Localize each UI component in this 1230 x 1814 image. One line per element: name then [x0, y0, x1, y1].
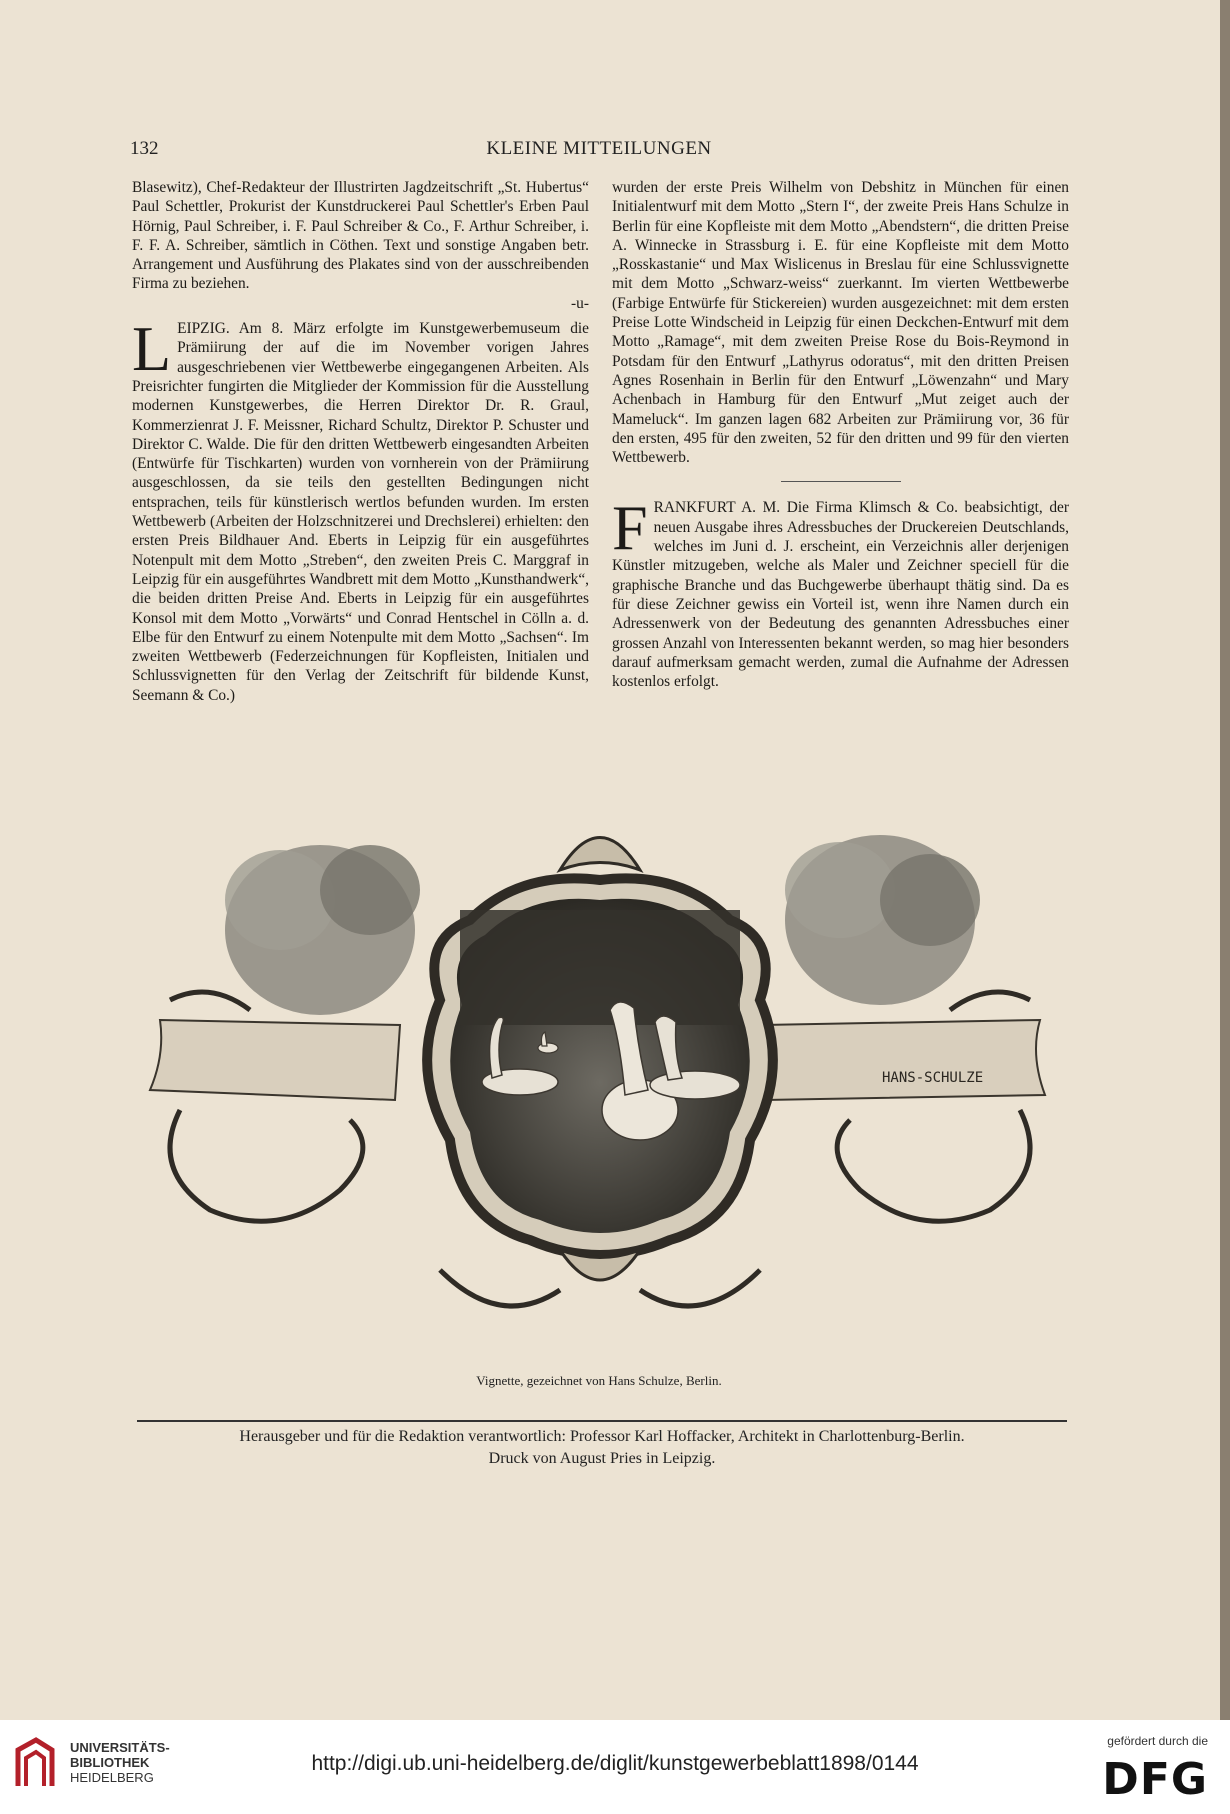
swan-vignette [140, 810, 1060, 1370]
section-leipzig [132, 313, 589, 705]
running-title: KLEINE MITTEILUNGEN [486, 138, 712, 159]
digitization-footer [0, 1720, 1230, 1814]
section-divider [781, 481, 901, 482]
library-line-3: HEIDELBERG [70, 1770, 154, 1785]
paragraph-blasewitz: Blasewitz), Chef-Redakteur der Illustrirten Jagdzeitschrift „St. Hubertus“ Paul Schettler, Prokurist der Kunstdruckerei Paul Schettler's Erben Paul Hörnig, Paul Schreiber, i. F. Paul Schreiber & Co., F. Arthur Schreiber, i. F. F. A. Schreiber, sämtlich in Cöthen. Text und sonstige Angaben betr. Arrangement und Ausführung des Plakates sind von der ausschreibenden Firma zu beziehen. [132, 179, 589, 293]
shell-crest [560, 838, 640, 871]
author-signature: -u- [571, 294, 589, 312]
section-frankfurt [612, 492, 1069, 691]
imprint-printer: Druck von August Pries in Leipzig. [488, 1450, 716, 1467]
library-line-1: UNIVERSITÄTS- [70, 1740, 170, 1755]
page-edge [1220, 0, 1230, 1720]
drop-cap: F [612, 492, 648, 564]
left-column [132, 178, 589, 705]
tree-right [785, 835, 980, 1005]
tree-line-background [460, 910, 740, 1025]
tree-left [225, 845, 420, 1015]
artist-signature: HANS-SCHULZE [882, 1070, 984, 1086]
running-header [130, 138, 1068, 162]
imprint-rule [137, 1420, 1067, 1422]
dfg-logo: DFG [1102, 1754, 1208, 1805]
drop-cap: L [132, 313, 172, 385]
right-column [612, 178, 1069, 691]
section-frankfurt-text: RANKFURT A. M. Die Firma Klimsch & Co. beabsichtigt, der neuen Ausgabe ihres Adressbuches der Druckereien Deutschlands, welches im Juni d. J. erscheint, ein Verzeichnis aller derjenigen Künstler mitzugeben, welche als Maler und Zeichner speciell für die graphische Branche und das Buchgewerbe überhaupt thätig sind. Da es für diese Zeichner gewiss ein Vorteil ist, wenn ihre Namen durch ein Adressenwerk von der Bedeutung des genannten Adressbuches einer grossen Anzahl von Interessenten bekannt werden, so mag hier besonders darauf aufmerksam gemacht werden, zumal die Aufnahme der Adressen kostenlos erfolgt. [612, 499, 1069, 691]
imprint-editor: Herausgeber und für die Redaktion verantwortlich: Professor Karl Hoffacker, Architekt in Charlottenburg-Berlin. [239, 1428, 965, 1445]
figure-caption: Vignette, gezeichnet von Hans Schulze, Berlin. [476, 1373, 722, 1388]
paragraph-continuation: wurden der erste Preis Wilhelm von Debshitz in München für einen Initialentwurf mit dem Motto „Stern I“, der zweite Preis Hans Schulze in Berlin für eine Kopfleiste mit dem Motto „Abendstern“, die dritten Preise A. Winnecke in Strassburg i. E. für eine Kopfleiste mit dem Motto „Rosskastanie“ und Max Wislicenus in Breslau für eine Schlussvignette mit dem Motto „Schwarz-weiss“ zuerkannt. Im vierten Wettbewerbe (Farbige Entwürfe für Stickereien) wurden ausgezeichnet: mit dem ersten Preise Lotte Windscheid in Leipzig für einen Deckchen-Entwurf mit dem Motto „Ramage“, mit dem zweiten Preise Rose du Bois-Reymond in Potsdam für den Entwurf „Lathyrus odoratus“, mit den dritten Preisen Agnes Rosenhain in Berlin für den Entwurf „Löwenzahn“ und Mary Achenbach in Hamburg für den Entwurf „Mut zeiget auch der Mameluck“. Im ganzen lagen 682 Arbeiten zur Prämiirung vor, 36 für den ersten, 495 für den zweiten, 52 für den dritten und 99 für den vierten Wettbewerb. [612, 179, 1069, 467]
funding-note: gefördert durch die [1107, 1734, 1208, 1748]
imprint [137, 1426, 1067, 1470]
section-leipzig-text: EIPZIG. Am 8. März erfolgte im Kunstgewerbemuseum die Prämiirung der auf die im November vorigen Jahres ausgeschriebenen vier Wettbewerbe eingegangenen Arbeiten. Als Preisrichter fungirten die Mitglieder der Kommission für die Ausstellung modernen Kunstgewerbes, die Herren Direktor Dr. R. Graul, Kommerzienrat J. F. Meissner, Richard Schultz, Direktor P. Schuster und Direktor C. Walde. Die für den dritten Wettbewerb eingesandten Arbeiten (Entwürfe für Tischkarten) wurden von vornherein von der Prämiirung ausgeschlossen, da sie teils den gestellten Bedingungen nicht entsprachen, teils für künstlerisch wertlos befunden wurden. Im ersten Wettbewerb (Arbeiten der Holzschnitzerei und Drechslerei) erhielten: den ersten Preis Bildhauer And. Eberts in Leipzig für ein ausgeführtes Notenpult mit dem Motto „Streben“, den zweiten Preis C. Marggraf in Leipzig für ein ausgeführtes Wandbrett mit dem Motto „Kunsthandwerk“, die beiden dritten Preise And. Eberts in Leipzig für ein ausgeführtes Konsol mit dem Motto „Vorwärts“ und Conrad Hentschel in Cölln a. d. Elbe für den Entwurf zu einem Notenpulte mit dem Motto „Sachsen“. Im zweiten Wettbewerb (Federzeichnungen für Kopfleisten, Initialen und Schlussvignetten für den Verlag der Zeitschrift für bildende Kunst, Seemann & Co.) [132, 320, 589, 704]
permalink-url[interactable]: http://digi.ub.uni-heidelberg.de/diglit/kunstgewerbeblatt1898/0144 [311, 1752, 919, 1775]
library-line-2: BIBLIOTHEK [70, 1755, 150, 1770]
page-number: 132 [130, 138, 159, 159]
